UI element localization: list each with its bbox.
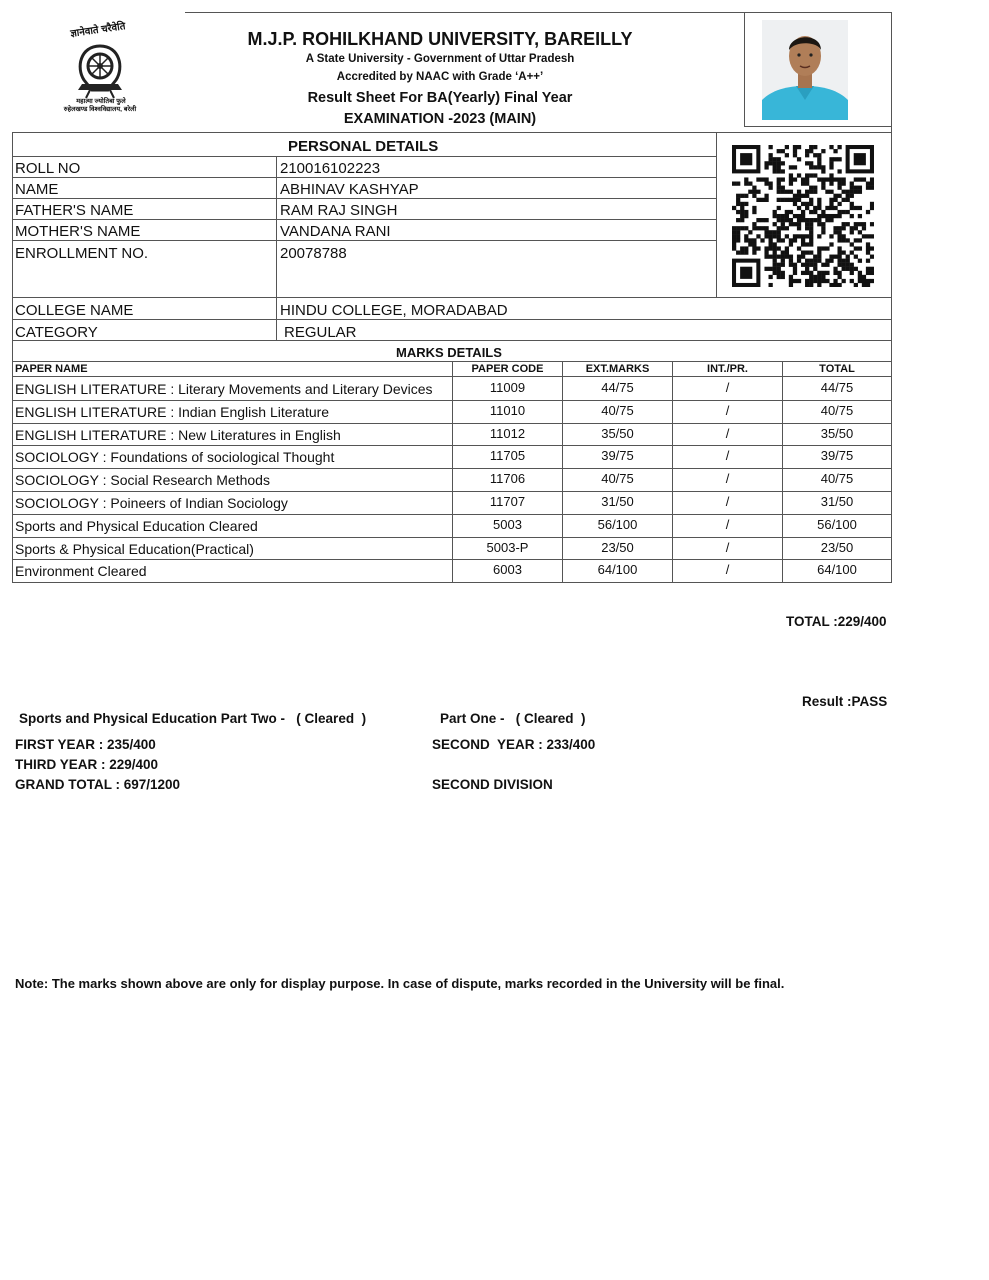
third-year-marks: THIRD YEAR : 229/400 [15,757,159,772]
ext-marks: 40/75 [601,402,634,418]
int-marks: / [725,562,730,578]
accreditation: Accredited by NAAC with Grade ‘A++’ [336,71,544,83]
total-marks: 40/75 [820,471,854,487]
sheet-title: Result Sheet For BA(Yearly) Final Year [307,90,573,106]
int-marks: / [725,494,730,509]
value-name: ABHINAV KASHYAP [280,181,419,198]
row-line [12,156,716,157]
label-mother-name: MOTHER'S NAME [15,223,141,240]
logo-caption-1: महात्मा ज्योतिबा फुले [76,98,126,105]
value-mother-name: VANDANA RANI [280,223,391,240]
division: SECOND DIVISION [432,777,553,792]
ext-marks: 31/50 [601,494,634,509]
disclaimer-note: Note: The marks shown above are only for display purpose. In case of dispute, marks recorded in the University will be final. [15,976,785,991]
total-marks: 56/100 [817,516,857,532]
value-college-name: HINDU COLLEGE, MORADABAD [280,302,508,319]
value-enrollment-no: 20078788 [280,245,347,262]
int-marks: / [725,425,730,441]
paper-name: Sports & Physical Education(Practical) [15,540,254,557]
sports-part-one: Part One - ( Cleared ) [440,711,586,726]
result-status: Result :PASS [802,694,888,709]
ext-marks: 39/75 [601,448,634,464]
row-line [12,319,892,320]
total-marks: 31/50 [820,494,854,509]
col-header-paper-name: PAPER NAME [15,363,88,375]
marks-details-title: MARKS DETAILS [396,345,502,360]
university-name: M.J.P. ROHILKHAND UNIVERSITY, BAREILLY [247,29,633,49]
label-name: NAME [15,181,59,198]
marks-row-line [12,445,892,446]
marks-row-line [12,400,892,401]
paper-name: SOCIOLOGY : Foundations of sociological Thought [15,449,335,466]
paper-name: ENGLISH LITERATURE : Literary Movements and Literary Devices [15,381,433,397]
paper-code: 6003 [493,562,522,578]
paper-name: Environment Cleared [15,563,147,580]
row-line [12,297,892,298]
sports-part-two: Sports and Physical Education Part Two - ( Cleared ) [19,711,367,726]
col-header-int-pr: INT./PR. [707,363,748,375]
label-enrollment-no: ENROLLMENT NO. [15,245,149,262]
paper-code: 11707 [489,494,526,509]
ext-marks: 56/100 [597,516,638,532]
total-marks: 44/75 [820,380,854,395]
total-marks: 40/75 [820,402,854,418]
photo-bottom-border [744,126,892,127]
int-marks: / [725,516,730,532]
label-roll-no: ROLL NO [15,160,81,177]
university-subtitle: A State University - Government of Uttar Pradesh [305,53,575,65]
ext-marks: 35/50 [601,425,634,441]
total-marks: 23/50 [820,539,854,555]
paper-code: 11705 [489,448,526,464]
marks-row-line [12,514,892,515]
marks-row-line [12,491,892,492]
paper-code: 5003-P [486,539,529,555]
semester-total: TOTAL :229/400 [786,614,887,629]
marks-row-line [12,537,892,538]
ext-marks: 40/75 [601,471,634,487]
marks-row-line [12,468,892,469]
label-college-name: COLLEGE NAME [15,302,134,319]
logo-caption-2: रुहेलखण्ड विश्वविद्यालय, बरेली [63,106,137,113]
paper-code: 5003 [493,516,522,532]
paper-name: Sports and Physical Education Cleared [15,517,258,534]
frame-top [185,12,892,13]
first-year-marks: FIRST YEAR : 235/400 [15,737,156,752]
row-line [12,198,716,199]
row-line [12,177,716,178]
qr-code [732,145,874,287]
value-category: REGULAR [284,324,357,341]
col-header-total: TOTAL [819,363,855,375]
logo-motto: ज्ञानेवाते चरैवेति [69,21,127,40]
value-father-name: RAM RAJ SINGH [280,202,398,219]
marks-row-line [12,423,892,424]
frame-header-bottom [12,132,892,133]
paper-name: SOCIOLOGY : Poineers of Indian Sociology [15,495,288,511]
paper-name: ENGLISH LITERATURE : New Literatures in English [15,426,341,443]
ext-marks: 23/50 [601,539,634,555]
int-marks: / [725,380,730,395]
exam-title: EXAMINATION -2023 (MAIN) [343,111,537,127]
marks-row-line [12,582,892,583]
ext-marks: 64/100 [597,562,638,578]
photo-left-border [744,12,745,126]
paper-name: ENGLISH LITERATURE : Indian English Literature [15,403,330,420]
label-father-name: FATHER'S NAME [15,202,134,219]
col-header-paper-code: PAPER CODE [471,363,544,375]
grand-total: GRAND TOTAL : 697/1200 [15,777,181,792]
marks-row-line [12,559,892,560]
paper-code: 11012 [489,425,526,441]
personal-details-title: PERSONAL DETAILS [288,138,439,155]
total-marks: 35/50 [820,425,854,441]
int-marks: / [725,539,730,555]
total-marks: 39/75 [820,448,854,464]
paper-code: 11010 [489,402,526,418]
col-header-ext-marks: EXT.MARKS [585,363,650,375]
student-photo [762,20,848,120]
label-divider [276,156,277,340]
paper-name: SOCIOLOGY : Social Research Methods [15,472,270,489]
total-marks: 64/100 [817,562,857,578]
row-line [12,240,716,241]
paper-code: 11706 [489,471,526,487]
int-marks: / [725,448,730,464]
paper-code: 11009 [489,380,526,395]
qr-divider [716,132,717,297]
int-marks: / [725,471,730,487]
label-category: CATEGORY [15,324,98,341]
row-line [12,340,892,341]
ext-marks: 44/75 [601,380,634,395]
value-roll-no: 210016102223 [280,160,381,177]
int-marks: / [725,402,730,418]
university-logo [52,18,148,116]
second-year-marks: SECOND YEAR : 233/400 [432,737,596,752]
row-line [12,219,716,220]
